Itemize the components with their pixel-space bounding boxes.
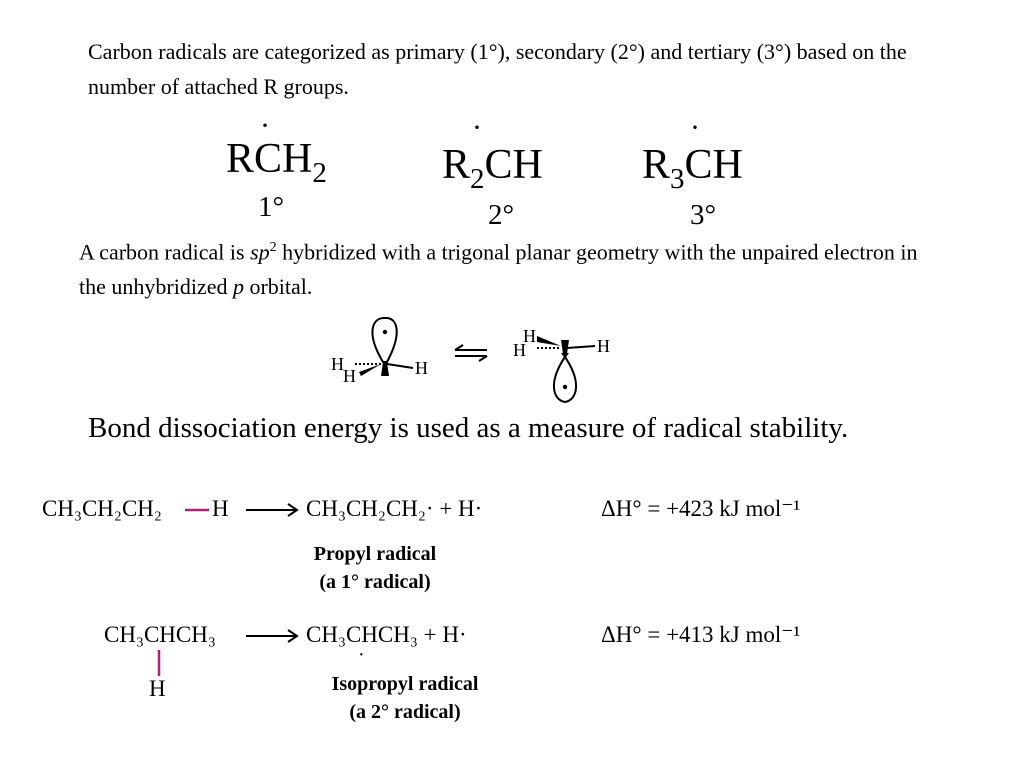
radical-degree: 3°	[690, 199, 717, 231]
radical-label: Propyl radical (a 1° radical)	[313, 543, 437, 593]
left-wedge-bond	[359, 364, 381, 376]
radical-tertiary	[642, 111, 762, 231]
right-p-orbital-lobe	[554, 354, 576, 402]
left-p-orbital-lobe	[372, 318, 396, 362]
radical-primary	[226, 109, 346, 226]
reaction-propyl	[0, 490, 1024, 600]
right-h-left: H	[513, 340, 526, 360]
intro-paragraph: Carbon radicals are categorized as primary (1°), secondary (2°) and tertiary (3°) based on the number of attached R groups.	[88, 39, 907, 99]
radical-formula: $R_3CH$	[642, 142, 743, 195]
enthalpy-change: ΔH° = +423 kJ mol⁻¹	[601, 496, 801, 521]
left-h-top: H	[331, 354, 344, 374]
right-bond-right	[567, 346, 595, 348]
reaction-isopropyl	[0, 618, 1024, 758]
hybridization-paragraph: A carbon radical is $sp^2$ hybridized with a trigonal planar geometry with the unpaired electron in the unhybridized p orbital.	[79, 239, 918, 300]
right-radical-structure	[513, 326, 610, 402]
radical-degree: 2°	[488, 199, 515, 231]
radical-dot: ·	[690, 111, 700, 144]
radical-degree: 1°	[258, 191, 285, 223]
radical-dot: ·	[260, 109, 270, 142]
radical-formula: $R_2CH$	[442, 142, 543, 195]
right-wedge-bond	[537, 336, 561, 346]
reaction-arrow	[244, 626, 300, 646]
left-radical-structure	[331, 318, 428, 386]
right-h-right: H	[597, 336, 610, 356]
radical-formula: $RCH_2$	[226, 136, 327, 189]
left-electron-dot	[383, 330, 387, 334]
reaction-arrow	[244, 500, 300, 520]
right-electron-dot	[563, 385, 567, 389]
broken-bond-highlight	[183, 500, 211, 520]
reactant-formula: CH₃CHCH₃	[104, 622, 216, 647]
left-h-bottom: H	[343, 366, 356, 386]
equilibrium-arrows	[455, 345, 487, 361]
bde-paragraph: Bond dissociation energy is used as a measure of radical stability.	[88, 412, 849, 444]
radical-center-dot: ·	[358, 644, 365, 666]
radical-secondary	[442, 111, 562, 231]
radical-label: Isopropyl radical (a 2° radical)	[331, 673, 479, 723]
radical-dot: ·	[472, 111, 482, 144]
product-formula: CH₃CHCH₃ + H·	[306, 622, 467, 647]
bonded-hydrogen: H	[212, 496, 229, 521]
bonded-hydrogen: H	[149, 676, 166, 701]
orbital-diagram	[325, 312, 625, 412]
product-formula: CH₃CH₂CH₂· + H·	[306, 496, 483, 521]
left-h-right: H	[415, 358, 428, 378]
right-h-top: H	[523, 326, 536, 346]
reactant-formula: CH₃CH₂CH₂	[42, 496, 162, 521]
broken-bond-highlight	[150, 648, 170, 678]
enthalpy-change: ΔH° = +413 kJ mol⁻¹	[601, 622, 801, 647]
left-bond-right	[387, 364, 413, 368]
